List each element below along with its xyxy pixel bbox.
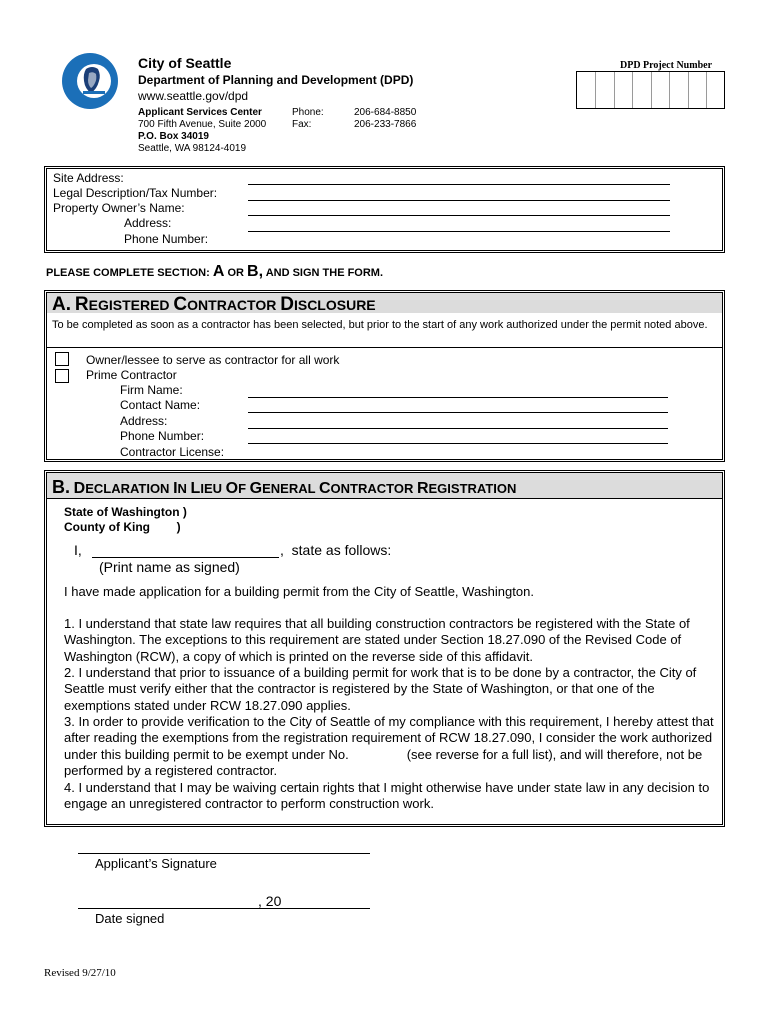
owner-address-input[interactable]: [248, 231, 670, 232]
site-address-input[interactable]: [248, 184, 670, 185]
declaration-item-3: 3. In order to provide verification to the City of Seattle of my compliance with this requirement, I hereby attest that after reading the exemptions from the registration requirement of RCW 18.27.090, I consider the work authorized under this building permit to be exempt under No. (see reverse for a full list), and will therefore, not be performed by a registered contractor.: [64, 714, 714, 778]
city-state-zip: Seattle, WA 98124-4019: [138, 143, 247, 154]
street-address: 700 Fifth Avenue, Suite 2000: [138, 119, 267, 130]
instruction: PLEASE COMPLETE SECTION: A OR B, AND SIGN THE FORM.: [46, 263, 384, 280]
section-b-header-divider: [47, 498, 722, 499]
owner-lessee-label: Owner/lessee to serve as contractor for all work: [86, 353, 340, 367]
contractor-license-label: Contractor License:: [120, 445, 225, 459]
applicant-signature-label: Applicant’s Signature: [95, 856, 217, 871]
section-a-divider: [47, 347, 722, 348]
owner-name-label: Property Owner’s Name:: [53, 201, 185, 215]
county-of-king: County of King ): [64, 520, 181, 534]
date-signed-input[interactable]: [78, 908, 370, 909]
date-signed-label: Date signed: [95, 911, 165, 926]
firm-name-input[interactable]: [248, 397, 668, 398]
application-statement: I have made application for a building permit from the City of Seattle, Washington.: [64, 584, 534, 599]
po-box: P.O. Box 34019: [138, 131, 209, 142]
date-year-prefix: , 20: [258, 893, 282, 909]
declaration-item-1: 1. I understand that state law requires that all building construction contractors be registered with the State of Washington. The exceptions to this requirement are stated under Section 18.27.090 of the Revised Code of Washington (RCW), a copy of which is printed on the reverse side of this affidavit.: [64, 616, 690, 664]
applicant-services-center: Applicant Services Center: [138, 107, 262, 118]
fax-value: 206-233-7866: [354, 119, 417, 130]
contractor-address-input[interactable]: [248, 428, 668, 429]
state-as-follows: , state as follows:: [280, 542, 392, 558]
revision-date: Revised 9/27/10: [44, 967, 116, 979]
site-address-label: Site Address:: [53, 171, 124, 185]
applicant-signature-input[interactable]: [78, 853, 370, 854]
city-name: City of Seattle: [138, 55, 232, 71]
section-a-description: To be completed as soon as a contractor has been selected, but prior to the start of any work authorized under the permit noted above.: [52, 319, 708, 331]
owner-phone-label: Phone Number:: [124, 232, 209, 246]
project-number-label: DPD Project Number: [620, 60, 713, 71]
prime-contractor-label: Prime Contractor: [86, 368, 177, 382]
contact-name-label: Contact Name:: [120, 398, 201, 412]
owner-lessee-checkbox[interactable]: [55, 352, 69, 366]
prime-contractor-checkbox[interactable]: [55, 369, 69, 383]
owner-name-input[interactable]: [248, 215, 670, 216]
contractor-phone-label: Phone Number:: [120, 429, 205, 443]
legal-description-input[interactable]: [248, 200, 670, 201]
phone-value: 206-684-8850: [354, 107, 417, 118]
legal-description-label: Legal Description/Tax Number:: [53, 186, 218, 200]
print-name-caption: (Print name as signed): [99, 559, 240, 575]
print-name-input[interactable]: [92, 557, 279, 558]
project-number-field[interactable]: [576, 71, 725, 109]
contact-name-input[interactable]: [248, 412, 668, 413]
declaration-item-4: 4. I understand that I may be waiving certain rights that I might otherwise have under state law in any decision to engage an unregistered contractor to perform construction work.: [64, 780, 710, 812]
section-b-title: B. DECLARATION IN LIEU OF GENERAL CONTRACTOR REGISTRATION: [52, 477, 517, 497]
firm-name-label: Firm Name:: [120, 383, 183, 397]
fax-label: Fax:: [292, 119, 312, 130]
declaration-item-2: 2. I understand that prior to issuance of a building permit for work that is to be done by a contractor, the City of Seattle must verify either that the contractor is registered by the State of Washington, or that one of the exemptions stated under RCW 18.27.090 applies.: [64, 665, 697, 713]
department-name: Department of Planning and Development (DPD): [138, 73, 414, 87]
website-link[interactable]: www.seattle.gov/dpd: [138, 89, 249, 103]
contractor-address-label: Address:: [120, 414, 168, 428]
declarant-i: I,: [74, 542, 82, 558]
contractor-phone-input[interactable]: [248, 443, 668, 444]
owner-address-label: Address:: [124, 216, 172, 230]
phone-label: Phone:: [292, 107, 324, 118]
section-a-title: A. REGISTERED CONTRACTOR DISCLOSURE: [52, 294, 376, 315]
city-logo: [60, 51, 120, 111]
state-of-washington: State of Washington ): [64, 505, 187, 519]
